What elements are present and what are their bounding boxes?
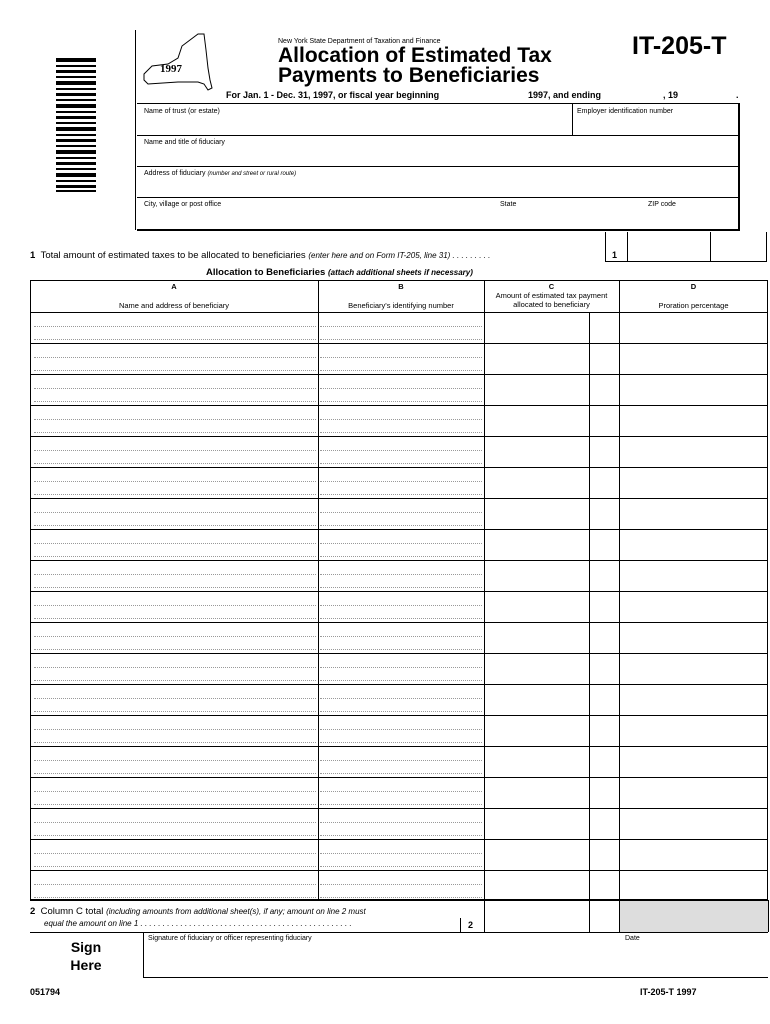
column-d-header: Proration percentage: [658, 301, 729, 310]
table-row: [30, 777, 768, 808]
beneficiary-id-line[interactable]: [320, 339, 482, 340]
beneficiary-name-line[interactable]: [34, 388, 316, 389]
table-row: [30, 684, 768, 715]
svg-text:1997: 1997: [160, 63, 182, 75]
beneficiary-name-line[interactable]: [34, 636, 316, 637]
beneficiary-id-line[interactable]: [320, 760, 482, 761]
column-a-header: Name and address of beneficiary: [118, 301, 230, 310]
row-divider: [30, 436, 768, 437]
table-row: [30, 343, 768, 374]
beneficiary-id-line[interactable]: [320, 742, 482, 743]
city-field[interactable]: City, village or post office: [144, 201, 222, 208]
beneficiary-id-line[interactable]: [320, 370, 482, 371]
table-row: [30, 839, 768, 870]
beneficiary-address-line[interactable]: [34, 711, 316, 712]
beneficiary-name-line[interactable]: [34, 357, 316, 358]
beneficiary-id-line[interactable]: [320, 574, 482, 575]
tax-period-label: For Jan. 1 - Dec. 31, 1997, or fiscal year beginning: [226, 90, 440, 100]
row-divider: [30, 839, 768, 840]
row-divider: [30, 777, 768, 778]
beneficiary-address-line[interactable]: [34, 494, 316, 495]
table-row: [30, 870, 768, 901]
signature-field[interactable]: Signature of fiduciary or officer representing fiduciary: [148, 935, 312, 942]
beneficiary-address-line[interactable]: [34, 680, 316, 681]
beneficiary-address-line[interactable]: [34, 556, 316, 557]
row-divider: [30, 591, 768, 592]
line1-amount-box[interactable]: [605, 232, 767, 262]
sign-top-line: [30, 932, 768, 933]
beneficiary-address-line[interactable]: [34, 587, 316, 588]
barcode: [56, 58, 96, 192]
table-row: [30, 405, 768, 436]
beneficiary-id-line[interactable]: [320, 512, 482, 513]
table-row: [30, 653, 768, 684]
trust-name-field[interactable]: Name of trust (or estate): [144, 108, 220, 115]
table-row: [30, 529, 768, 560]
sign-here-label: Sign Here: [70, 939, 102, 973]
line2-box-number: 2: [468, 920, 474, 930]
beneficiary-name-line[interactable]: [34, 884, 316, 885]
box-divider: [710, 232, 711, 262]
beneficiary-id-line[interactable]: [320, 587, 482, 588]
beneficiary-name-line[interactable]: [34, 450, 316, 451]
beneficiary-id-line[interactable]: [320, 853, 482, 854]
row-divider: [30, 498, 768, 499]
beneficiary-address-line[interactable]: [34, 463, 316, 464]
row-divider: [30, 467, 768, 468]
beneficiary-address-line[interactable]: [34, 866, 316, 867]
beneficiary-address-line[interactable]: [34, 525, 316, 526]
sign-divider: [143, 932, 144, 978]
fiduciary-address-field[interactable]: Address of fiduciary (number and street or rural route): [144, 170, 297, 177]
beneficiary-address-line[interactable]: [34, 432, 316, 433]
beneficiary-address-line[interactable]: [34, 649, 316, 650]
beneficiary-id-line[interactable]: [320, 556, 482, 557]
beneficiary-address-line[interactable]: [34, 897, 316, 898]
table-row: [30, 374, 768, 405]
row-divider: [30, 746, 768, 747]
beneficiary-id-line[interactable]: [320, 463, 482, 464]
zip-field[interactable]: ZIP code: [648, 201, 676, 208]
table-row: [30, 436, 768, 467]
column-a-letter: A: [171, 282, 177, 291]
beneficiary-address-line[interactable]: [34, 401, 316, 402]
fiduciary-name-field[interactable]: Name and title of fiduciary: [144, 139, 225, 146]
beneficiary-name-line[interactable]: [34, 853, 316, 854]
beneficiary-id-line[interactable]: [320, 773, 482, 774]
beneficiary-address-line[interactable]: [34, 618, 316, 619]
beneficiary-id-line[interactable]: [320, 649, 482, 650]
row-divider: [137, 197, 740, 198]
row-divider: [30, 622, 768, 623]
form-code: 051794: [30, 987, 61, 997]
row-divider: [30, 374, 768, 375]
beneficiary-id-line[interactable]: [320, 897, 482, 898]
fiduciary-info-box: [137, 103, 740, 231]
row-divider: [30, 870, 768, 871]
beneficiary-name-line[interactable]: [34, 698, 316, 699]
column-b-header: Beneficiary's identifying number: [348, 301, 454, 310]
beneficiary-id-line[interactable]: [320, 791, 482, 792]
beneficiary-name-line[interactable]: [34, 543, 316, 544]
table-row: [30, 808, 768, 839]
beneficiary-name-line[interactable]: [34, 574, 316, 575]
line1-label: 1 Total amount of estimated taxes to be allocated to beneficiaries (enter here and on Form IT-205, line 31) . . . . . . . . .: [30, 250, 491, 261]
box-divider: [627, 232, 628, 262]
beneficiary-name-line[interactable]: [34, 667, 316, 668]
beneficiary-id-line[interactable]: [320, 357, 482, 358]
row-divider: [137, 166, 740, 167]
beneficiary-id-line[interactable]: [320, 401, 482, 402]
column-d-letter: D: [690, 282, 697, 291]
table-row: [30, 591, 768, 622]
line2-box-divider: [460, 918, 461, 932]
beneficiary-id-line[interactable]: [320, 866, 482, 867]
ein-field[interactable]: Employer identification number: [577, 108, 674, 115]
table-row: [30, 498, 768, 529]
table-row: [30, 312, 768, 343]
beneficiary-name-line[interactable]: [34, 791, 316, 792]
right-border: [768, 900, 769, 932]
beneficiary-id-line[interactable]: [320, 525, 482, 526]
beneficiary-id-line[interactable]: [320, 432, 482, 433]
row-divider: [137, 135, 740, 136]
beneficiary-id-line[interactable]: [320, 494, 482, 495]
ein-divider: [572, 103, 573, 135]
allocation-title: Allocation to Beneficiaries (attach additional sheets if necessary): [206, 267, 473, 278]
beneficiary-id-line[interactable]: [320, 698, 482, 699]
ny-state-logo-icon: [138, 30, 228, 92]
beneficiary-id-line[interactable]: [320, 711, 482, 712]
beneficiary-address-line[interactable]: [34, 339, 316, 340]
beneficiary-address-line[interactable]: [34, 370, 316, 371]
beneficiary-id-line[interactable]: [320, 822, 482, 823]
beneficiary-id-line[interactable]: [320, 667, 482, 668]
line2-label: 2 Column C total (including amounts from additional sheet(s), if any; amount on line 2 must equal the amount on line 1 . . . . . . . . . . . . . . . . . . . . . . . . . . . . . . . . . . . . . . . . . . . . . . . .: [30, 906, 366, 928]
row-divider: [30, 343, 768, 344]
form-footer-id: IT-205-T 1997: [640, 987, 697, 997]
table-row: [30, 715, 768, 746]
table-row: [30, 467, 768, 498]
beneficiary-id-line[interactable]: [320, 326, 482, 327]
beneficiary-name-line[interactable]: [34, 419, 316, 420]
table-row: [30, 746, 768, 777]
row-divider: [30, 715, 768, 716]
beneficiary-address-line[interactable]: [34, 742, 316, 743]
beneficiary-address-line[interactable]: [34, 804, 316, 805]
line2-amount-box[interactable]: [485, 901, 619, 932]
beneficiary-name-line[interactable]: [34, 326, 316, 327]
state-field[interactable]: State: [500, 201, 517, 208]
beneficiary-id-line[interactable]: [320, 636, 482, 637]
beneficiary-name-line[interactable]: [34, 822, 316, 823]
period-dot: .: [736, 90, 739, 100]
form-title: Allocation of Estimated Tax Payments to Beneficiaries: [278, 44, 552, 87]
beneficiary-address-line[interactable]: [34, 773, 316, 774]
row-divider: [30, 560, 768, 561]
beneficiary-id-line[interactable]: [320, 804, 482, 805]
row-divider: [30, 684, 768, 685]
sign-bottom-line: [143, 977, 768, 978]
row-divider: [30, 529, 768, 530]
beneficiary-id-line[interactable]: [320, 481, 482, 482]
form-number: IT-205-T: [632, 32, 727, 60]
table-row: [30, 560, 768, 591]
beneficiary-id-line[interactable]: [320, 543, 482, 544]
beneficiary-id-line[interactable]: [320, 450, 482, 451]
beneficiary-id-line[interactable]: [320, 729, 482, 730]
beneficiary-id-line[interactable]: [320, 835, 482, 836]
beneficiary-id-line[interactable]: [320, 618, 482, 619]
beneficiary-id-line[interactable]: [320, 605, 482, 606]
table-row: [30, 622, 768, 653]
period-year-label: , 19: [663, 90, 679, 100]
beneficiary-name-line[interactable]: [34, 729, 316, 730]
beneficiary-id-line[interactable]: [320, 884, 482, 885]
beneficiary-name-line[interactable]: [34, 760, 316, 761]
beneficiary-address-line[interactable]: [34, 835, 316, 836]
column-c-header: Amount of estimated tax payment allocated to beneficiary: [495, 291, 608, 309]
row-divider: [30, 808, 768, 809]
line2-shaded-cell: [620, 901, 768, 932]
column-b-letter: B: [398, 282, 404, 291]
beneficiary-id-line[interactable]: [320, 388, 482, 389]
row-divider: [30, 653, 768, 654]
beneficiary-id-line[interactable]: [320, 680, 482, 681]
date-field[interactable]: Date: [625, 935, 640, 942]
beneficiary-name-line[interactable]: [34, 605, 316, 606]
beneficiary-name-line[interactable]: [34, 481, 316, 482]
row-divider: [30, 405, 768, 406]
beneficiary-name-line[interactable]: [34, 512, 316, 513]
period-ending-label: 1997, and ending: [528, 90, 602, 100]
header-divider: [135, 30, 136, 230]
agency-name: New York State Department of Taxation and Finance: [278, 38, 441, 45]
beneficiary-id-line[interactable]: [320, 419, 482, 420]
line1-box-number: 1: [612, 250, 618, 260]
column-c-letter: C: [548, 282, 555, 291]
